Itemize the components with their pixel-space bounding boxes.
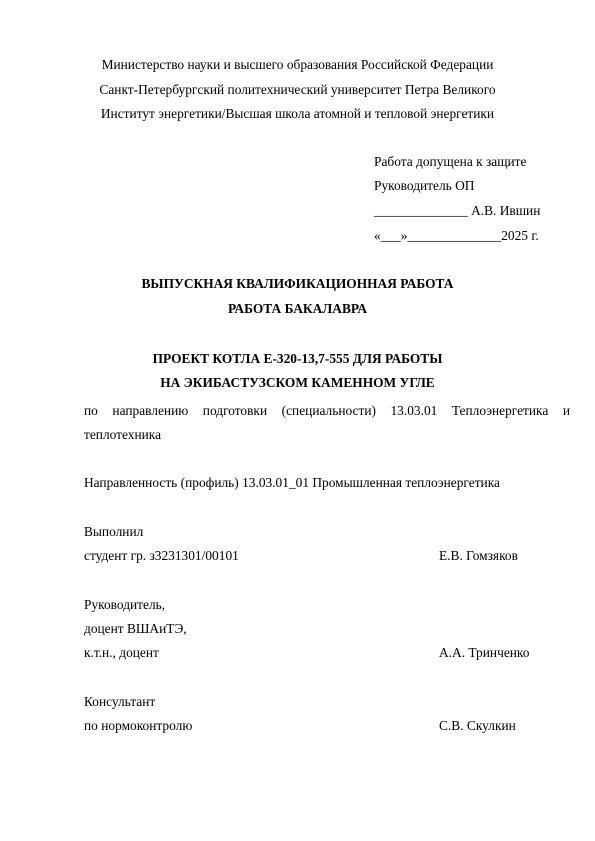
supervisor-name: А.А. Тринченко	[439, 645, 530, 660]
program-head-title: Руководитель ОП	[374, 178, 475, 193]
work-level-heading: РАБОТА БАКАЛАВРА	[227, 301, 368, 316]
work-type-heading: ВЫПУСКНАЯ КВАЛИФИКАЦИОННАЯ РАБОТА	[141, 276, 454, 291]
author-role: студент гр. з3231301/00101	[84, 548, 239, 563]
supervisor-label: Руководитель,	[84, 597, 166, 612]
supervisor-degree: к.т.н., доцент	[84, 645, 159, 660]
university-name: Санкт-Петербургский политехнический университет Петра Великого	[99, 82, 496, 97]
direction-line-1: по направлению подготовки (специальности) 13.03.01 Теплоэнергетика и	[84, 403, 570, 418]
consultant-label: Консультант	[84, 694, 156, 709]
profile-line: Направленность (профиль) 13.03.01_01 Промышленная теплоэнергетика	[84, 475, 500, 490]
author-name: Е.В. Гомзяков	[439, 548, 518, 563]
program-head-signature: ______________ А.В. Ившин	[374, 203, 541, 218]
supervisor-position: доцент ВШАиТЭ,	[84, 621, 187, 636]
institute-name: Институт энергетики/Высшая школа атомной и тепловой энергетики	[100, 106, 495, 121]
consultant-role: по нормоконтролю	[84, 718, 193, 733]
ministry-name: Министерство науки и высшего образования Российской Федерации	[101, 57, 494, 72]
topic-line-2: НА ЭКИБАСТУЗСКОМ КАМЕННОМ УГЛЕ	[160, 375, 435, 390]
topic-line-1: ПРОЕКТ КОТЛА Е-320-13,7-555 ДЛЯ РАБОТЫ	[152, 351, 443, 366]
author-label: Выполнил	[84, 524, 144, 539]
consultant-name: С.В. Скулкин	[439, 718, 516, 733]
admitted-to-defense: Работа допущена к защите	[374, 154, 527, 169]
approval-date: «___»______________2025 г.	[374, 228, 539, 243]
direction-line-2: теплотехника	[84, 427, 162, 442]
